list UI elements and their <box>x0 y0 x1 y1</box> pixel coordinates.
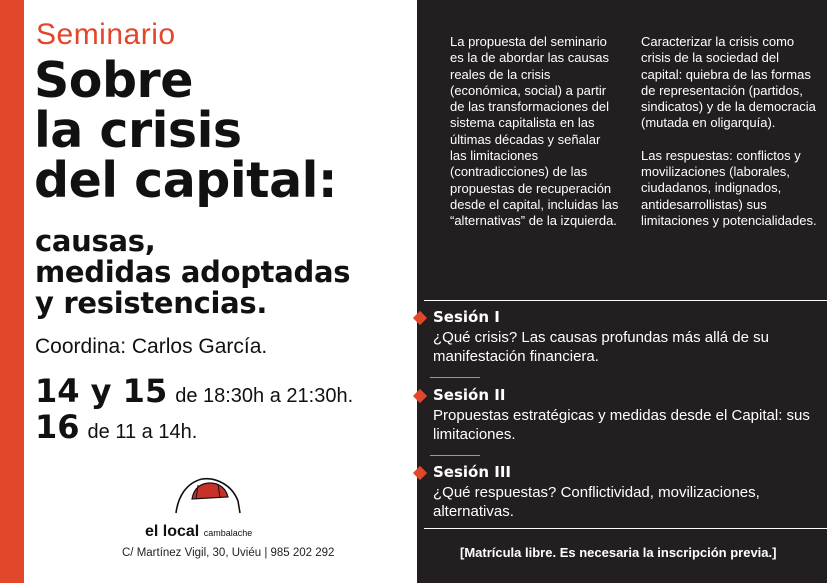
subtitle-line: medidas adoptadas <box>35 255 351 289</box>
subtitle-line: causas, <box>35 224 156 258</box>
venue-name <box>145 523 252 541</box>
venue-name-suffix: cambalache <box>203 528 253 538</box>
main-title <box>34 52 338 209</box>
intro-paragraph: Las respuestas: conflictos y movilizaciones (laborales, ciudadanos, indignados, antidesarrollistas) sus limitaciones y potencialidades. <box>641 147 817 228</box>
title-line: Sobre <box>34 52 193 109</box>
schedule-days: 14 y 15 <box>35 372 168 410</box>
venue-logo-icon <box>172 475 244 515</box>
session-title: Sesión I <box>433 308 500 326</box>
venue-address: C/ Martínez Vigil, 30, Uviéu | 985 202 292 <box>122 547 335 559</box>
session-description: ¿Qué respuestas? Conflictividad, movilizaciones, alternativas. <box>433 484 760 520</box>
divider <box>430 455 480 456</box>
intro-paragraph: La propuesta del seminario es la de abordar las causas reales de la crisis (económica, social) a partir de las transformaciones del sistema capitalista en las últimas décadas y señalar las limitaciones (contradicciones) de las propuestas de recuperación desde el capital, incluidas las “alternativas” de la izquierda. <box>450 34 619 229</box>
divider <box>424 300 827 301</box>
intro-paragraph: Caracterizar la crisis como crisis de la sociedad del capital: quiebra de las formas de representación (partidos, sindicatos) y de la democracia (mutada en oligarquía). <box>641 34 816 131</box>
schedule-row <box>35 372 353 410</box>
session-title: Sesión II <box>433 386 506 404</box>
divider <box>430 377 480 378</box>
schedule-row <box>35 408 197 446</box>
subtitle-line: y resistencias. <box>35 286 268 320</box>
subtitle <box>35 226 350 319</box>
venue-name-main: el local <box>145 523 200 540</box>
session-description: Propuestas estratégicas y medidas desde el Capital: sus limitaciones. <box>433 407 810 443</box>
session-title: Sesión III <box>433 463 511 481</box>
divider <box>424 528 827 529</box>
registration-note: [Matrícula libre. Es necesaria la inscripción previa.] <box>460 545 777 560</box>
left-accent-bar <box>0 0 24 583</box>
schedule-days: 16 <box>35 408 80 446</box>
intro-text-left <box>450 34 620 246</box>
session-description: ¿Qué crisis? Las causas profundas más allá de su manifestación financiera. <box>433 329 769 365</box>
intro-text-right <box>641 34 817 245</box>
schedule-time: de 18:30h a 21:30h. <box>175 385 354 407</box>
coordinator: Coordina: Carlos García. <box>35 335 268 358</box>
seminar-label: Seminario <box>36 18 176 51</box>
title-line: del capital: <box>34 152 338 209</box>
schedule-time: de 11 a 14h. <box>87 421 198 443</box>
title-line: la crisis <box>34 102 242 159</box>
